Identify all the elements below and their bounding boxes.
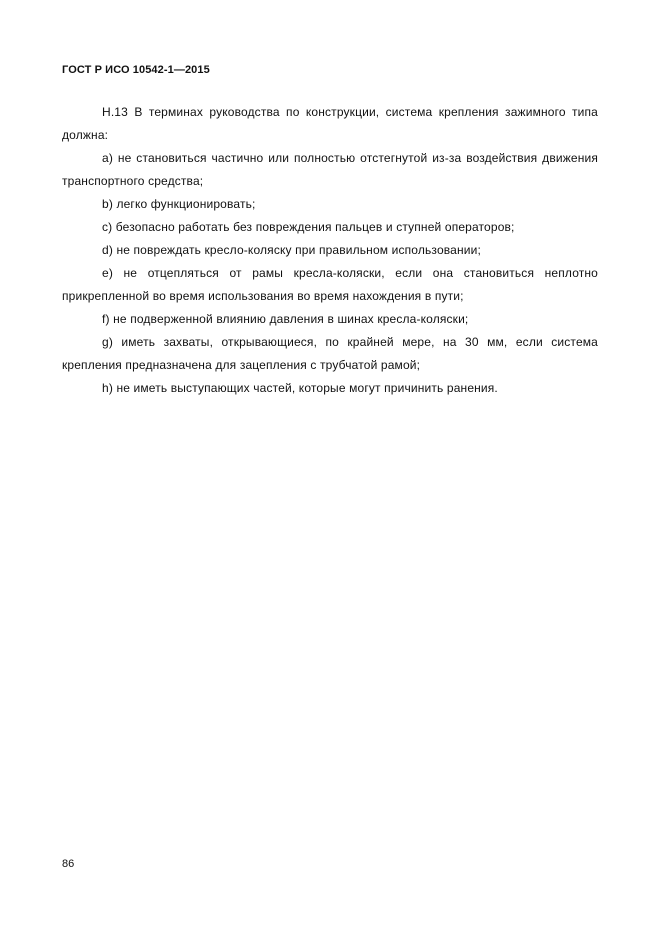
list-item-g: g) иметь захваты, открывающиеся, по крайней мере, на 30 мм, если система крепления предназначена для зацепления с трубчатой рамой; bbox=[62, 335, 598, 372]
page-number: 86 bbox=[62, 858, 75, 870]
list-item-c: c) безопасно работать без повреждения пальцев и ступней операторов; bbox=[102, 220, 515, 234]
list-item-e: e) не отцепляться от рамы кресла-коляски, если она становиться неплотно прикрепленной во время использования во время нахождения в пути; bbox=[62, 266, 598, 303]
list-item-b: b) легко функционировать; bbox=[102, 197, 256, 211]
list-item-h: h) не иметь выступающих частей, которые могут причинить ранения. bbox=[102, 381, 498, 395]
list-item-d: d) не повреждать кресло-коляску при правильном использовании; bbox=[102, 243, 481, 257]
clause-h13-intro: H.13 В терминах руководства по конструкции, система крепления зажимного типа должна: bbox=[62, 105, 598, 142]
list-item-a: a) не становиться частично или полностью отстегнутой из-за воздействия движения транспортного средства; bbox=[62, 151, 598, 188]
document-standard-header: ГОСТ Р ИСО 10542-1—2015 bbox=[62, 64, 210, 76]
list-item-f: f) не подверженной влиянию давления в шинах кресла-коляски; bbox=[102, 312, 469, 326]
document-body bbox=[62, 101, 598, 400]
